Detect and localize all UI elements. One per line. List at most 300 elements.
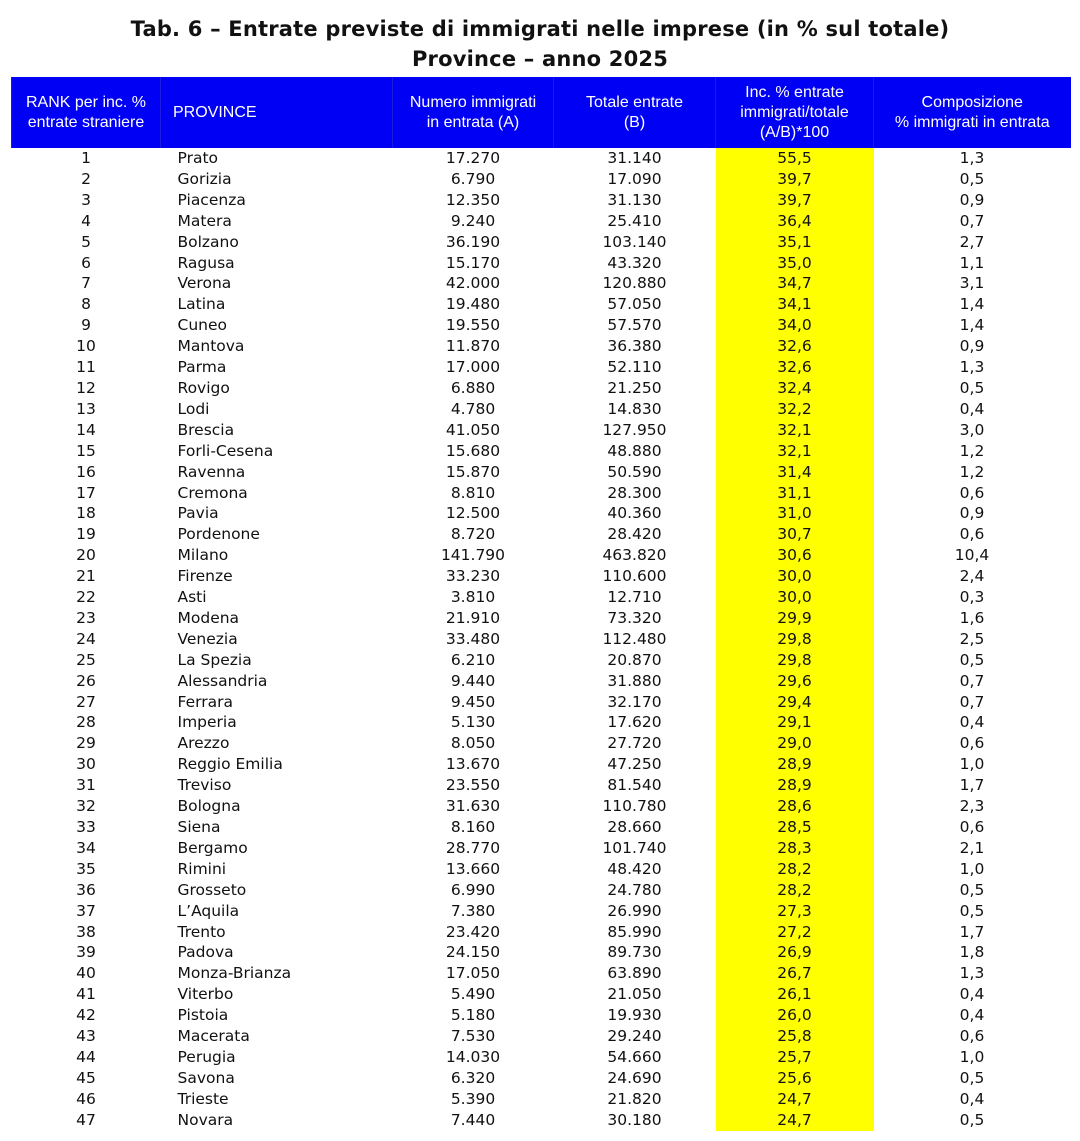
composition-percent-cell: 0,5 [959,1068,985,1087]
composition-percent-cell: 0,5 [959,901,985,920]
rank-cell: 7 [81,274,91,293]
rank-cell: 24 [76,629,96,648]
table-row [12,294,1071,315]
incidence-percent-cell: 27,3 [716,901,874,922]
composition-percent-cell: 2,5 [959,629,985,648]
immigrants-count-cell: 17.270 [445,149,501,167]
rank-cell: 35 [76,859,96,878]
composition-percent-cell: 2,7 [959,232,985,251]
province-cell: Gorizia [177,169,232,188]
incidence-percent-cell: 27,2 [716,922,874,943]
incidence-percent-cell: 28,3 [716,838,874,859]
total-entries-cell: 73.320 [607,608,662,627]
composition-percent-cell: 1,0 [959,1047,985,1066]
rank-cell: 13 [76,399,96,418]
total-entries-cell: 24.690 [607,1068,662,1087]
incidence-percent-cell: 26,9 [716,942,874,963]
composition-percent-cell: 0,6 [959,525,985,544]
province-cell: Ferrara [177,692,233,711]
rank-cell: 45 [76,1068,96,1087]
table-row [12,441,1071,462]
composition-percent-cell: 1,7 [959,776,985,795]
province-cell: Viterbo [177,985,234,1004]
incidence-percent-cell: 31,1 [716,483,874,504]
composition-percent-cell: 1,3 [959,964,985,983]
province-cell: Ragusa [177,253,235,272]
rank-cell: 5 [81,232,91,251]
composition-percent-cell: 1,3 [959,149,985,167]
rank-cell: 32 [76,797,96,816]
table-subtitle: Province – anno 2025 [411,47,669,71]
table-row [12,984,1071,1005]
incidence-percent-cell: 28,5 [716,817,874,838]
table-row [12,273,1071,294]
incidence-percent-cell: 39,7 [716,190,874,211]
table-row [12,901,1071,922]
province-cell: Mantova [177,337,245,356]
total-entries-cell: 40.360 [607,504,662,523]
table-row [12,754,1071,775]
rank-cell: 11 [76,358,96,377]
table-row [12,1005,1071,1026]
table-row [12,378,1071,399]
rank-cell: 44 [76,1047,96,1066]
rank-cell: 39 [76,943,96,962]
province-cell: Pistoia [177,1006,229,1025]
table-row [12,922,1071,943]
rank-cell: 19 [76,525,96,544]
province-cell: Imperia [177,713,237,732]
incidence-percent-cell: 32,1 [716,441,874,462]
rank-cell: 3 [81,190,91,209]
header-incidence-percent: Inc. % entrate immigrati/totale (A/B)*100 [716,77,874,148]
table-row [12,859,1071,880]
rank-cell: 33 [76,818,96,836]
total-entries-cell: 112.480 [602,629,667,648]
immigrants-count-cell: 9.450 [450,692,496,711]
total-entries-cell: 47.250 [607,755,662,774]
table-row [12,817,1071,838]
total-entries-cell: 54.660 [607,1047,662,1066]
total-entries-cell: 52.110 [607,358,662,377]
immigrants-count-cell: 17.000 [445,358,501,377]
province-cell: Latina [177,295,226,314]
composition-percent-cell: 0,9 [959,337,985,356]
incidence-percent-cell: 25,7 [716,1047,874,1068]
rank-cell: 15 [76,441,96,460]
rank-cell: 30 [76,755,96,774]
total-entries-cell: 26.990 [607,901,662,920]
rank-cell: 21 [76,567,96,586]
header-rank: RANK per inc. % entrate straniere [12,77,161,148]
total-entries-cell: 110.780 [602,797,667,816]
immigrants-count-cell: 33.480 [445,629,501,648]
total-entries-cell: 89.730 [607,943,662,962]
incidence-percent-cell: 55,5 [716,148,874,169]
total-entries-cell: 24.780 [607,880,662,899]
table-row [12,1047,1071,1068]
total-entries-cell: 103.140 [602,232,667,251]
table-row [12,545,1071,566]
immigrants-count-cell: 14.030 [445,1047,501,1066]
rank-cell: 46 [76,1089,96,1108]
province-cell: Monza-Brianza [177,964,292,983]
table-row [12,462,1071,483]
immigrants-count-cell: 7.440 [450,1110,496,1129]
immigrants-count-cell: 24.150 [445,943,501,962]
composition-percent-cell: 0,5 [959,378,985,397]
rank-cell: 43 [76,1027,96,1046]
immigrants-count-cell: 7.530 [450,1027,496,1046]
table-row [12,629,1071,650]
composition-percent-cell: 0,7 [959,211,985,230]
incidence-percent-cell: 28,6 [716,796,874,817]
composition-percent-cell: 1,4 [959,316,985,335]
table-row [12,232,1071,253]
composition-percent-cell: 0,6 [959,1027,985,1046]
composition-percent-cell: 0,5 [959,169,985,188]
composition-percent-cell: 0,6 [959,734,985,753]
composition-percent-cell: 0,6 [959,483,985,502]
province-cell: Grosseto [177,880,247,899]
incidence-percent-cell: 29,9 [716,608,874,629]
province-cell: Alessandria [177,671,268,690]
composition-percent-cell: 2,1 [959,838,985,857]
immigrants-count-cell: 12.500 [445,504,501,523]
province-cell: Bolzano [177,232,239,251]
province-cell: Savona [177,1068,235,1087]
total-entries-cell: 20.870 [607,650,662,669]
province-cell: L’Aquila [177,901,240,920]
rank-cell: 10 [76,337,96,356]
total-entries-cell: 48.880 [607,441,662,460]
immigrants-count-cell: 36.190 [445,232,501,251]
incidence-percent-cell: 29,0 [716,733,874,754]
total-entries-cell: 57.570 [607,316,662,335]
immigrants-count-cell: 21.910 [445,608,501,627]
incidence-percent-cell: 24,7 [716,1110,874,1131]
total-entries-cell: 127.950 [602,420,667,439]
immigrants-count-cell: 6.990 [450,880,496,899]
province-cell: Prato [177,149,219,167]
composition-percent-cell: 0,7 [959,692,985,711]
table-row [12,190,1071,211]
province-cell: Trieste [177,1089,229,1108]
table-row [12,503,1071,524]
table-row [12,1110,1071,1131]
table-row [12,608,1071,629]
rank-cell: 28 [76,713,96,732]
incidence-percent-cell: 31,4 [716,462,874,483]
composition-percent-cell: 2,4 [959,567,985,586]
table-row [12,587,1071,608]
incidence-percent-cell: 34,7 [716,273,874,294]
incidence-percent-cell: 29,6 [716,671,874,692]
immigrants-count-cell: 15.870 [445,462,501,481]
province-cell: Brescia [177,420,235,439]
immigrants-count-cell: 11.870 [445,337,501,356]
incidence-percent-cell: 32,1 [716,420,874,441]
incidence-percent-cell: 32,6 [716,357,874,378]
composition-percent-cell: 0,3 [959,588,985,607]
immigrants-count-cell: 17.050 [445,964,501,983]
rank-cell: 37 [76,901,96,920]
total-entries-cell: 63.890 [607,964,662,983]
table-row [12,315,1071,336]
rank-cell: 38 [76,922,96,941]
province-cell: Firenze [177,567,233,586]
incidence-percent-cell: 28,2 [716,859,874,880]
immigrants-count-cell: 9.240 [450,211,496,230]
composition-percent-cell: 0,9 [959,504,985,523]
table-row [12,963,1071,984]
province-cell: Pavia [177,504,219,523]
total-entries-cell: 48.420 [607,859,662,878]
immigrants-count-cell: 23.420 [445,922,501,941]
table-row [12,775,1071,796]
composition-percent-cell: 1,0 [959,755,985,774]
rank-cell: 20 [76,546,96,565]
table-row [12,733,1071,754]
table-row [12,420,1071,441]
immigrants-count-cell: 19.550 [445,316,501,335]
province-cell: Rovigo [177,378,230,397]
immigrants-count-cell: 7.380 [450,901,496,920]
total-entries-cell: 14.830 [607,399,662,418]
immigrants-count-cell: 5.490 [450,985,496,1004]
province-cell: Milano [177,546,229,565]
immigrants-count-cell: 6.320 [450,1068,496,1087]
immigrants-count-cell: 5.390 [450,1089,496,1108]
table-row [12,483,1071,504]
province-immigration-table [11,77,1071,1131]
total-entries-cell: 31.130 [607,190,662,209]
composition-percent-cell: 0,5 [959,1110,985,1129]
total-entries-cell: 30.180 [607,1110,662,1129]
table-row [12,566,1071,587]
total-entries-cell: 32.170 [607,692,662,711]
total-entries-cell: 101.740 [602,838,667,857]
header-composition-percent: Composizione % immigrati in entrata [874,77,1071,148]
rank-cell: 42 [76,1006,96,1025]
composition-percent-cell: 1,2 [959,462,985,481]
incidence-percent-cell: 26,1 [716,984,874,1005]
immigrants-count-cell: 6.880 [450,378,496,397]
province-cell: Verona [177,274,232,293]
province-cell: Modena [177,608,240,627]
rank-cell: 40 [76,964,96,983]
table-row [12,692,1071,713]
immigrants-count-cell: 19.480 [445,295,501,314]
immigrants-count-cell: 28.770 [445,838,501,857]
total-entries-cell: 21.820 [607,1089,662,1108]
composition-percent-cell: 1,4 [959,295,985,314]
province-cell: La Spezia [177,650,252,669]
rank-cell: 18 [76,504,96,523]
rank-cell: 41 [76,985,96,1004]
total-entries-cell: 17.620 [607,713,662,732]
composition-percent-cell: 10,4 [954,546,990,565]
province-cell: Ravenna [177,462,246,481]
table-row [12,148,1071,169]
incidence-percent-cell: 26,0 [716,1005,874,1026]
composition-percent-cell: 0,9 [959,190,985,209]
immigrants-count-cell: 5.130 [450,713,496,732]
total-entries-cell: 463.820 [602,546,667,565]
rank-cell: 17 [76,483,96,502]
total-entries-cell: 28.660 [607,818,662,836]
immigrants-count-cell: 8.720 [450,525,496,544]
province-cell: Reggio Emilia [177,755,283,774]
incidence-percent-cell: 29,1 [716,712,874,733]
immigrants-count-cell: 141.790 [440,546,506,565]
incidence-percent-cell: 25,6 [716,1068,874,1089]
immigrants-count-cell: 15.680 [445,441,501,460]
incidence-percent-cell: 39,7 [716,169,874,190]
composition-percent-cell: 0,4 [959,985,985,1004]
province-cell: Bologna [177,797,241,816]
table-row [12,1089,1071,1110]
immigrants-count-cell: 13.660 [445,859,501,878]
province-cell: Venezia [177,629,238,648]
composition-percent-cell: 0,4 [959,399,985,418]
immigrants-count-cell: 31.630 [445,797,501,816]
rank-cell: 26 [76,671,96,690]
total-entries-cell: 21.050 [607,985,662,1004]
total-entries-cell: 21.250 [607,378,662,397]
incidence-percent-cell: 30,0 [716,587,874,608]
rank-cell: 9 [81,316,91,335]
incidence-percent-cell: 30,7 [716,524,874,545]
province-cell: Bergamo [177,838,248,857]
total-entries-cell: 57.050 [607,295,662,314]
immigrants-count-cell: 8.160 [450,818,496,836]
incidence-percent-cell: 25,8 [716,1026,874,1047]
composition-percent-cell: 3,0 [959,420,985,439]
table-body [12,148,1071,1131]
rank-cell: 29 [76,734,96,753]
province-cell: Macerata [177,1027,250,1046]
total-entries-cell: 81.540 [607,776,662,795]
rank-cell: 6 [81,253,91,272]
province-cell: Pordenone [177,525,260,544]
table-header [12,77,1071,148]
rank-cell: 36 [76,880,96,899]
incidence-percent-cell: 32,4 [716,378,874,399]
composition-percent-cell: 0,4 [959,1089,985,1108]
composition-percent-cell: 3,1 [959,274,985,293]
incidence-percent-cell: 31,0 [716,503,874,524]
incidence-percent-cell: 30,6 [716,545,874,566]
total-entries-cell: 17.090 [607,169,662,188]
incidence-percent-cell: 29,8 [716,629,874,650]
composition-percent-cell: 1,2 [959,441,985,460]
immigrants-count-cell: 13.670 [445,755,501,774]
immigrants-count-cell: 5.180 [450,1006,496,1025]
total-entries-cell: 28.300 [607,483,662,502]
table-row [12,399,1071,420]
table-row [12,650,1071,671]
province-cell: Cuneo [177,316,227,335]
immigrants-count-cell: 42.000 [445,274,501,293]
province-cell: Matera [177,211,232,230]
table-row [12,1026,1071,1047]
rank-cell: 31 [76,776,96,795]
immigrants-count-cell: 23.550 [445,776,501,795]
immigrants-count-cell: 9.440 [450,671,496,690]
incidence-percent-cell: 28,9 [716,754,874,775]
total-entries-cell: 43.320 [607,253,662,272]
incidence-percent-cell: 36,4 [716,211,874,232]
table-row [12,712,1071,733]
province-cell: Arezzo [177,734,230,753]
rank-cell: 1 [81,149,91,167]
incidence-percent-cell: 29,8 [716,650,874,671]
header-total-entries: Totale entrate (B) [554,77,716,148]
incidence-percent-cell: 28,9 [716,775,874,796]
table-row [12,336,1071,357]
immigrants-count-cell: 41.050 [445,420,501,439]
composition-percent-cell: 0,4 [959,713,985,732]
table-row [12,796,1071,817]
rank-cell: 8 [81,295,91,314]
rank-cell: 23 [76,608,96,627]
composition-percent-cell: 1,1 [959,253,985,272]
incidence-percent-cell: 35,0 [716,253,874,274]
province-cell: Parma [177,358,227,377]
province-cell: Padova [177,943,234,962]
total-entries-cell: 29.240 [607,1027,662,1046]
composition-percent-cell: 1,0 [959,859,985,878]
total-entries-cell: 25.410 [607,211,662,230]
incidence-percent-cell: 24,7 [716,1089,874,1110]
table-row [12,524,1071,545]
composition-percent-cell: 1,8 [959,943,985,962]
immigrants-count-cell: 6.790 [450,169,496,188]
composition-percent-cell: 0,7 [959,671,985,690]
table-row [12,942,1071,963]
table-row [12,169,1071,190]
rank-cell: 2 [81,169,91,188]
rank-cell: 47 [76,1110,96,1129]
composition-percent-cell: 1,7 [959,922,985,941]
incidence-percent-cell: 26,7 [716,963,874,984]
province-cell: Perugia [177,1047,236,1066]
province-cell: Asti [177,588,207,607]
total-entries-cell: 36.380 [607,337,662,356]
province-cell: Novara [177,1110,234,1129]
incidence-percent-cell: 35,1 [716,232,874,253]
composition-percent-cell: 0,5 [959,650,985,669]
immigrants-count-cell: 8.050 [450,734,496,753]
immigrants-count-cell: 6.210 [450,650,496,669]
composition-percent-cell: 0,5 [959,880,985,899]
incidence-percent-cell: 34,0 [716,315,874,336]
rank-cell: 4 [81,211,91,230]
province-cell: Forli-Cesena [177,441,274,460]
province-cell: Piacenza [177,190,246,209]
incidence-percent-cell: 29,4 [716,692,874,713]
table-row [12,253,1071,274]
immigrants-count-cell: 4.780 [450,399,496,418]
total-entries-cell: 50.590 [607,462,662,481]
province-cell: Treviso [177,776,232,795]
immigrants-count-cell: 15.170 [445,253,501,272]
province-cell: Cremona [177,483,248,502]
rank-cell: 16 [76,462,96,481]
incidence-percent-cell: 30,0 [716,566,874,587]
immigrants-count-cell: 8.810 [450,483,496,502]
